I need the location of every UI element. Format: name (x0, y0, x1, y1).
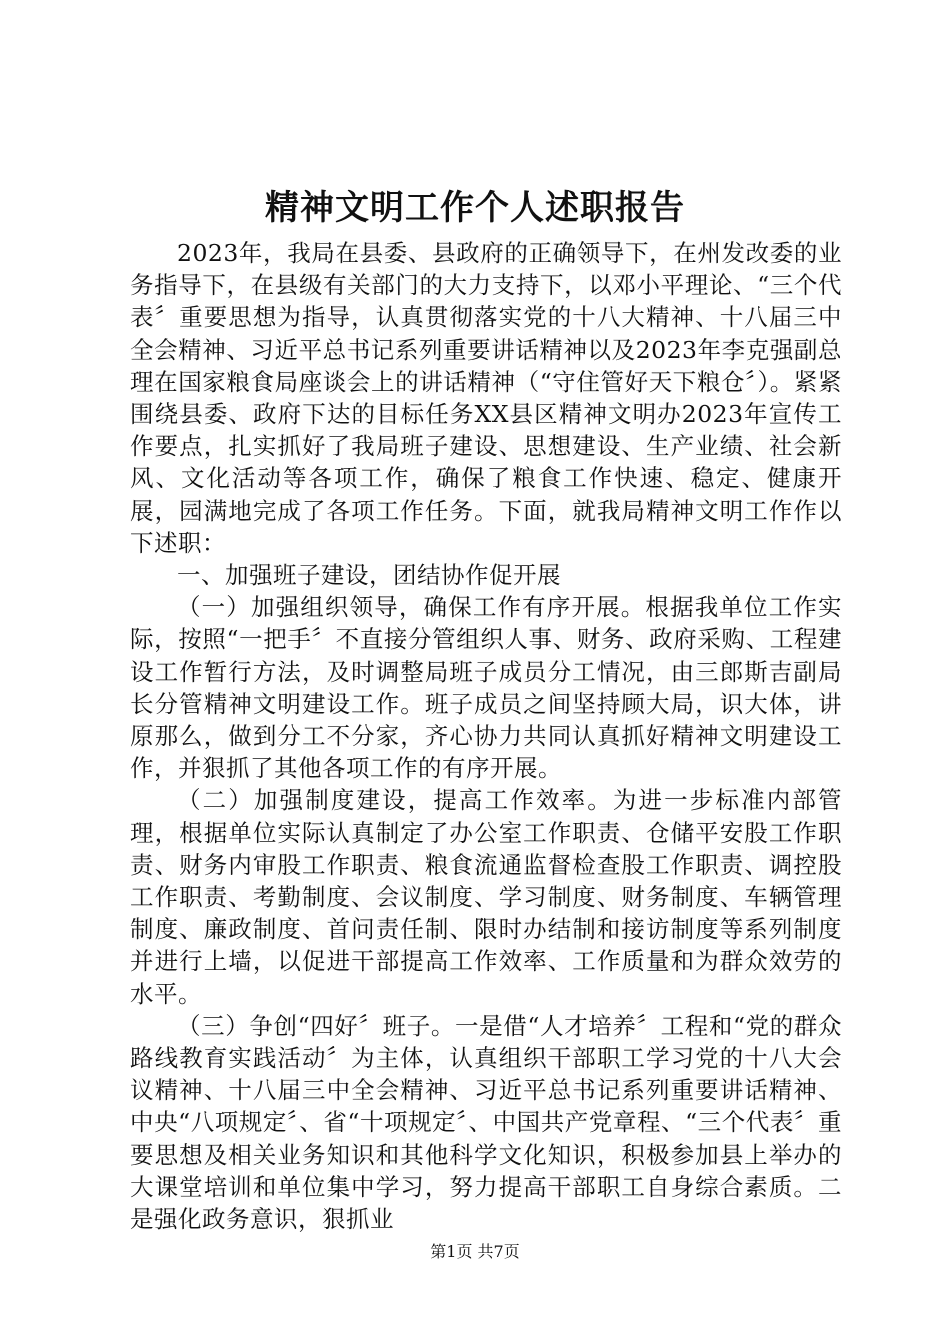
document-body (130, 237, 842, 1235)
page-title: 精神文明工作个人述职报告 (265, 188, 685, 228)
paragraph-four-good: （三）争创“四好〞班子。一是借“人才培养〞工程和“党的群众路线教育实践活动〞为主体，认真组织干部职工学习党的十八大会议精神、十八届三中全会精神、习近平总书记系列重要讲话精神、中央“八项规定〞、省“十项规定〞、中国共产党章程、“三个代表〞重要思想及相关业务知识和其他科学文化知识，积极参加县上举办的大课堂培训和单位集中学习，努力提高干部职工自身综合素质。二是强化政务意识，狠抓业 (130, 1011, 842, 1234)
page-footer: 第1页 共7页 (430, 1242, 520, 1261)
paragraph-organization: （一）加强组织领导，确保工作有序开展。根据我单位工作实际，按照“一把手〞不直接分管组织人事、财务、政府采购、工程建设工作暂行方法，及时调整局班子成员分工情况，由三郎斯吉副局长分管精神文明建设工作。班子成员之间坚持顾大局，识大体，讲原那么，做到分工不分家，齐心协力共同认真抓好精神文明建设工作，并狠抓了其他各项工作的有序开展。 (130, 593, 842, 783)
paragraph-intro: 2023年，我局在县委、县政府的正确领导下，在州发改委的业务指导下，在县级有关部门的大力支持下，以邓小平理论、“三个代表〞重要思想为指导，认真贯彻落实党的十八大精神、十八届三中全会精神、习近平总书记系列重要讲话精神以及2023年李克强副总理在国家粮食局座谈会上的讲话精神（“守住管好天下粮仓〞）。紧紧围绕县委、政府下达的目标任务XX县区精神文明办2023年宣传工作要点，扎实抓好了我局班子建设、思想建设、生产业绩、社会新风、文化活动等各项工作，确保了粮食工作快速、稳定、健康开展，园满地完成了各项工作任务。下面，就我局精神文明工作作以下述职： (130, 239, 842, 557)
paragraph-system: （二）加强制度建设，提高工作效率。为进一步标准内部管理，根据单位实际认真制定了办公室工作职责、仓储平安股工作职责、财务内审股工作职责、粮食流通监督检查股工作职责、调控股工作职责、考勤制度、会议制度、学习制度、财务制度、车辆管理制度、廉政制度、首问责任制、限时办结制和接访制度等系列制度并进行上墙，以促进干部提高工作效率、工作质量和为群众效劳的水平。 (130, 786, 842, 1008)
section-heading-1: 一、加强班子建设，团结协作促开展 (177, 561, 561, 590)
